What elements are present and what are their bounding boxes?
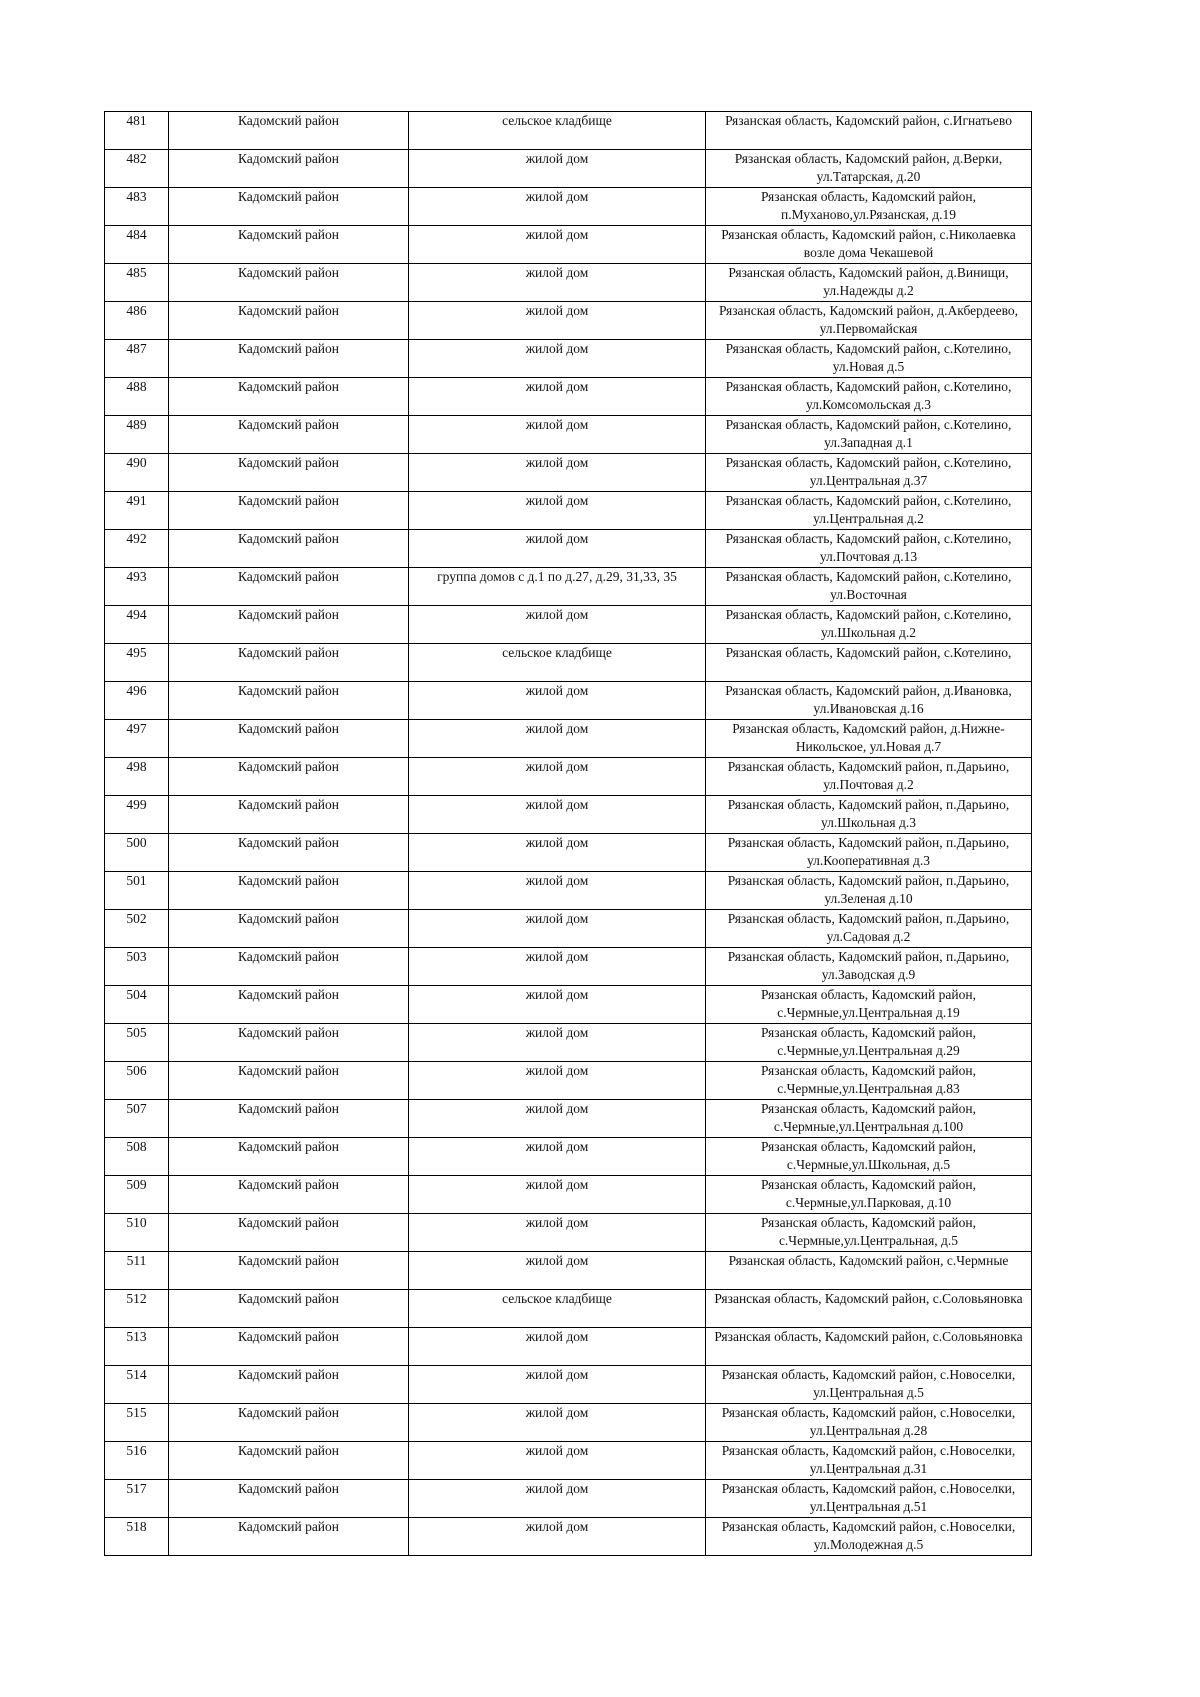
district-cell: Кадомский район xyxy=(169,986,409,1024)
district-cell: Кадомский район xyxy=(169,492,409,530)
object-cell: жилой дом xyxy=(409,1062,706,1100)
district-cell: Кадомский район xyxy=(169,1252,409,1290)
object-cell: сельское кладбище xyxy=(409,1290,706,1328)
row-number: 514 xyxy=(105,1366,169,1404)
district-cell: Кадомский район xyxy=(169,682,409,720)
district-cell: Кадомский район xyxy=(169,340,409,378)
object-cell: жилой дом xyxy=(409,1214,706,1252)
row-number: 505 xyxy=(105,1024,169,1062)
registry-table xyxy=(104,111,1032,1556)
table-row xyxy=(105,1138,1032,1176)
table-row xyxy=(105,1100,1032,1138)
address-cell: Рязанская область, Кадомский район, с.Котелино, ул.Почтовая д.13 xyxy=(706,530,1032,568)
address-cell: Рязанская область, Кадомский район, с.Чермные,ул.Центральная д.83 xyxy=(706,1062,1032,1100)
address-cell: Рязанская область, Кадомский район, п.Дарьино, ул.Школьная д.3 xyxy=(706,796,1032,834)
row-number: 495 xyxy=(105,644,169,682)
object-cell: жилой дом xyxy=(409,1024,706,1062)
row-number: 512 xyxy=(105,1290,169,1328)
table-row xyxy=(105,872,1032,910)
district-cell: Кадомский район xyxy=(169,758,409,796)
address-cell: Рязанская область, Кадомский район, с.Чермные,ул.Центральная д.100 xyxy=(706,1100,1032,1138)
registry-table-body xyxy=(105,112,1032,1556)
row-number: 513 xyxy=(105,1328,169,1366)
object-cell: жилой дом xyxy=(409,454,706,492)
address-cell: Рязанская область, Кадомский район, с.Чермные,ул.Центральная д.19 xyxy=(706,986,1032,1024)
object-cell: жилой дом xyxy=(409,1480,706,1518)
object-cell: жилой дом xyxy=(409,948,706,986)
row-number: 490 xyxy=(105,454,169,492)
row-number: 506 xyxy=(105,1062,169,1100)
row-number: 485 xyxy=(105,264,169,302)
row-number: 518 xyxy=(105,1518,169,1556)
table-row xyxy=(105,1024,1032,1062)
district-cell: Кадомский район xyxy=(169,1480,409,1518)
district-cell: Кадомский район xyxy=(169,796,409,834)
district-cell: Кадомский район xyxy=(169,530,409,568)
table-row xyxy=(105,1480,1032,1518)
district-cell: Кадомский район xyxy=(169,720,409,758)
table-row xyxy=(105,1214,1032,1252)
row-number: 499 xyxy=(105,796,169,834)
object-cell: жилой дом xyxy=(409,682,706,720)
table-row xyxy=(105,226,1032,264)
district-cell: Кадомский район xyxy=(169,416,409,454)
address-cell: Рязанская область, Кадомский район, д.Акбердеево, ул.Первомайская xyxy=(706,302,1032,340)
table-row xyxy=(105,264,1032,302)
address-cell: Рязанская область, Кадомский район, п.Дарьино, ул.Кооперативная д.3 xyxy=(706,834,1032,872)
object-cell: жилой дом xyxy=(409,188,706,226)
table-row xyxy=(105,1442,1032,1480)
table-row xyxy=(105,606,1032,644)
district-cell: Кадомский район xyxy=(169,112,409,150)
row-number: 510 xyxy=(105,1214,169,1252)
address-cell: Рязанская область, Кадомский район, с.Котелино, ул.Западная д.1 xyxy=(706,416,1032,454)
district-cell: Кадомский район xyxy=(169,302,409,340)
row-number: 516 xyxy=(105,1442,169,1480)
address-cell: Рязанская область, Кадомский район, п.Дарьино, ул.Зеленая д.10 xyxy=(706,872,1032,910)
district-cell: Кадомский район xyxy=(169,1404,409,1442)
address-cell: Рязанская область, Кадомский район, с.Чермные,ул.Центральная д.29 xyxy=(706,1024,1032,1062)
object-cell: жилой дом xyxy=(409,606,706,644)
district-cell: Кадомский район xyxy=(169,834,409,872)
address-cell: Рязанская область, Кадомский район, д.Нижне-Никольское, ул.Новая д.7 xyxy=(706,720,1032,758)
address-cell: Рязанская область, Кадомский район, с.Игнатьево xyxy=(706,112,1032,150)
object-cell: жилой дом xyxy=(409,872,706,910)
table-row xyxy=(105,1366,1032,1404)
row-number: 487 xyxy=(105,340,169,378)
row-number: 509 xyxy=(105,1176,169,1214)
row-number: 488 xyxy=(105,378,169,416)
row-number: 507 xyxy=(105,1100,169,1138)
row-number: 481 xyxy=(105,112,169,150)
table-row xyxy=(105,302,1032,340)
table-row xyxy=(105,834,1032,872)
object-cell: жилой дом xyxy=(409,150,706,188)
address-cell: Рязанская область, Кадомский район, с.Чермные,ул.Центральная, д.5 xyxy=(706,1214,1032,1252)
object-cell: жилой дом xyxy=(409,530,706,568)
district-cell: Кадомский район xyxy=(169,1024,409,1062)
object-cell: жилой дом xyxy=(409,796,706,834)
district-cell: Кадомский район xyxy=(169,1100,409,1138)
table-row xyxy=(105,1404,1032,1442)
row-number: 502 xyxy=(105,910,169,948)
district-cell: Кадомский район xyxy=(169,188,409,226)
row-number: 491 xyxy=(105,492,169,530)
table-row xyxy=(105,910,1032,948)
address-cell: Рязанская область, Кадомский район, с.Котелино, ул.Комсомольская д.3 xyxy=(706,378,1032,416)
table-row xyxy=(105,112,1032,150)
table-row xyxy=(105,416,1032,454)
address-cell: Рязанская область, Кадомский район, п.Дарьино, ул.Садовая д.2 xyxy=(706,910,1032,948)
object-cell: жилой дом xyxy=(409,1366,706,1404)
row-number: 492 xyxy=(105,530,169,568)
address-cell: Рязанская область, Кадомский район, с.Чермные,ул.Школьная, д.5 xyxy=(706,1138,1032,1176)
address-cell: Рязанская область, Кадомский район, с.Новоселки, ул.Центральная д.51 xyxy=(706,1480,1032,1518)
object-cell: сельское кладбище xyxy=(409,112,706,150)
district-cell: Кадомский район xyxy=(169,1138,409,1176)
table-row xyxy=(105,986,1032,1024)
table-row xyxy=(105,1328,1032,1366)
table-row xyxy=(105,492,1032,530)
district-cell: Кадомский район xyxy=(169,872,409,910)
district-cell: Кадомский район xyxy=(169,264,409,302)
table-row xyxy=(105,454,1032,492)
object-cell: жилой дом xyxy=(409,1100,706,1138)
district-cell: Кадомский район xyxy=(169,1366,409,1404)
district-cell: Кадомский район xyxy=(169,150,409,188)
table-row xyxy=(105,720,1032,758)
address-cell: Рязанская область, Кадомский район, с.Соловьяновка xyxy=(706,1328,1032,1366)
table-row xyxy=(105,340,1032,378)
object-cell: жилой дом xyxy=(409,226,706,264)
object-cell: жилой дом xyxy=(409,834,706,872)
district-cell: Кадомский район xyxy=(169,910,409,948)
address-cell: Рязанская область, Кадомский район, с.Новоселки, ул.Центральная д.31 xyxy=(706,1442,1032,1480)
district-cell: Кадомский район xyxy=(169,948,409,986)
table-row xyxy=(105,682,1032,720)
row-number: 486 xyxy=(105,302,169,340)
row-number: 501 xyxy=(105,872,169,910)
district-cell: Кадомский район xyxy=(169,568,409,606)
object-cell: жилой дом xyxy=(409,340,706,378)
row-number: 515 xyxy=(105,1404,169,1442)
address-cell: Рязанская область, Кадомский район, п.Муханово,ул.Рязанская, д.19 xyxy=(706,188,1032,226)
district-cell: Кадомский район xyxy=(169,454,409,492)
district-cell: Кадомский район xyxy=(169,1062,409,1100)
row-number: 484 xyxy=(105,226,169,264)
object-cell: жилой дом xyxy=(409,1138,706,1176)
table-row xyxy=(105,568,1032,606)
address-cell: Рязанская область, Кадомский район, с.Новоселки, ул.Молодежная д.5 xyxy=(706,1518,1032,1556)
district-cell: Кадомский район xyxy=(169,1176,409,1214)
table-row xyxy=(105,1252,1032,1290)
object-cell: жилой дом xyxy=(409,758,706,796)
table-row xyxy=(105,644,1032,682)
object-cell: жилой дом xyxy=(409,1404,706,1442)
table-row xyxy=(105,188,1032,226)
address-cell: Рязанская область, Кадомский район, с.Соловьяновка xyxy=(706,1290,1032,1328)
table-row xyxy=(105,378,1032,416)
row-number: 494 xyxy=(105,606,169,644)
row-number: 489 xyxy=(105,416,169,454)
row-number: 482 xyxy=(105,150,169,188)
table-row xyxy=(105,1518,1032,1556)
table-row xyxy=(105,948,1032,986)
address-cell: Рязанская область, Кадомский район, с.Чермные xyxy=(706,1252,1032,1290)
address-cell: Рязанская область, Кадомский район, с.Котелино, ул.Центральная д.2 xyxy=(706,492,1032,530)
object-cell: группа домов с д.1 по д.27, д.29, 31,33, 35 xyxy=(409,568,706,606)
object-cell: жилой дом xyxy=(409,264,706,302)
address-cell: Рязанская область, Кадомский район, д.Ивановка, ул.Ивановская д.16 xyxy=(706,682,1032,720)
object-cell: сельское кладбище xyxy=(409,644,706,682)
row-number: 508 xyxy=(105,1138,169,1176)
address-cell: Рязанская область, Кадомский район, с.Николаевка возле дома Чекашевой xyxy=(706,226,1032,264)
address-cell: Рязанская область, Кадомский район, с.Новоселки, ул.Центральная д.28 xyxy=(706,1404,1032,1442)
table-row xyxy=(105,1176,1032,1214)
table-row xyxy=(105,530,1032,568)
table-row xyxy=(105,1290,1032,1328)
table-row xyxy=(105,150,1032,188)
district-cell: Кадомский район xyxy=(169,1290,409,1328)
object-cell: жилой дом xyxy=(409,910,706,948)
table-row xyxy=(105,758,1032,796)
row-number: 504 xyxy=(105,986,169,1024)
address-cell: Рязанская область, Кадомский район, с.Чермные,ул.Парковая, д.10 xyxy=(706,1176,1032,1214)
row-number: 497 xyxy=(105,720,169,758)
object-cell: жилой дом xyxy=(409,986,706,1024)
district-cell: Кадомский район xyxy=(169,644,409,682)
object-cell: жилой дом xyxy=(409,416,706,454)
district-cell: Кадомский район xyxy=(169,1518,409,1556)
address-cell: Рязанская область, Кадомский район, с.Котелино, ул.Новая д.5 xyxy=(706,340,1032,378)
address-cell: Рязанская область, Кадомский район, д.Винищи, ул.Надежды д.2 xyxy=(706,264,1032,302)
table-row xyxy=(105,1062,1032,1100)
row-number: 503 xyxy=(105,948,169,986)
row-number: 483 xyxy=(105,188,169,226)
object-cell: жилой дом xyxy=(409,1442,706,1480)
object-cell: жилой дом xyxy=(409,492,706,530)
district-cell: Кадомский район xyxy=(169,1328,409,1366)
district-cell: Кадомский район xyxy=(169,1442,409,1480)
object-cell: жилой дом xyxy=(409,378,706,416)
address-cell: Рязанская область, Кадомский район, с.Новоселки, ул.Центральная д.5 xyxy=(706,1366,1032,1404)
row-number: 500 xyxy=(105,834,169,872)
row-number: 493 xyxy=(105,568,169,606)
row-number: 511 xyxy=(105,1252,169,1290)
address-cell: Рязанская область, Кадомский район, с.Котелино, xyxy=(706,644,1032,682)
address-cell: Рязанская область, Кадомский район, с.Котелино, ул.Восточная xyxy=(706,568,1032,606)
address-cell: Рязанская область, Кадомский район, п.Дарьино, ул.Почтовая д.2 xyxy=(706,758,1032,796)
object-cell: жилой дом xyxy=(409,302,706,340)
row-number: 498 xyxy=(105,758,169,796)
district-cell: Кадомский район xyxy=(169,1214,409,1252)
address-cell: Рязанская область, Кадомский район, с.Котелино, ул.Центральная д.37 xyxy=(706,454,1032,492)
district-cell: Кадомский район xyxy=(169,226,409,264)
district-cell: Кадомский район xyxy=(169,606,409,644)
object-cell: жилой дом xyxy=(409,1176,706,1214)
row-number: 496 xyxy=(105,682,169,720)
address-cell: Рязанская область, Кадомский район, с.Котелино, ул.Школьная д.2 xyxy=(706,606,1032,644)
district-cell: Кадомский район xyxy=(169,378,409,416)
address-cell: Рязанская область, Кадомский район, п.Дарьино, ул.Заводская д.9 xyxy=(706,948,1032,986)
object-cell: жилой дом xyxy=(409,1518,706,1556)
table-row xyxy=(105,796,1032,834)
object-cell: жилой дом xyxy=(409,1328,706,1366)
row-number: 517 xyxy=(105,1480,169,1518)
object-cell: жилой дом xyxy=(409,720,706,758)
address-cell: Рязанская область, Кадомский район, д.Верки, ул.Татарская, д.20 xyxy=(706,150,1032,188)
object-cell: жилой дом xyxy=(409,1252,706,1290)
